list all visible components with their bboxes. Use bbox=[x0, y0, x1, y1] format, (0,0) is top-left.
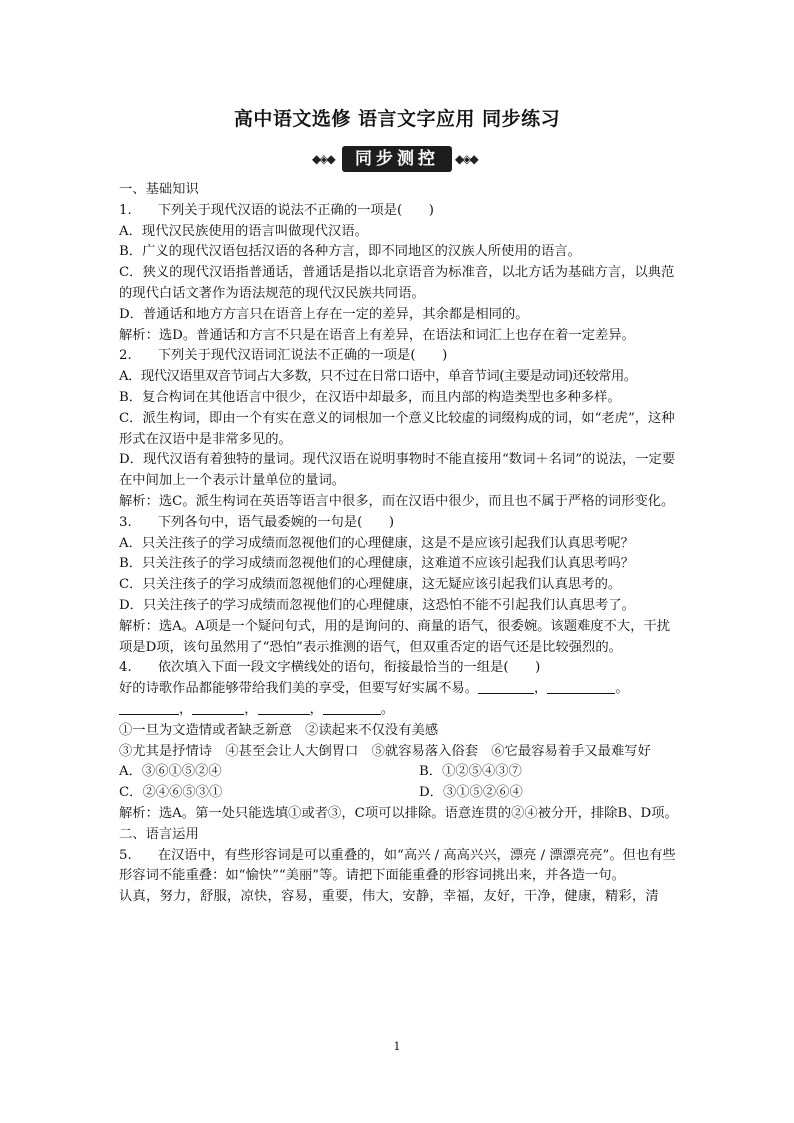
question-stem: 4. 依次填入下面一段文字横线处的语句，衔接最恰当的一组是( ) bbox=[119, 660, 541, 676]
section-banner bbox=[312, 146, 482, 172]
section-heading: 二、语言运用 bbox=[119, 826, 199, 842]
option-a: A．现代汉民族使用的语言叫做现代汉语。 bbox=[119, 223, 368, 239]
option-d: D．只关注孩子的学习成绩而忽视他们的心理健康，这恐怕不能不引起我们认真思考了。 bbox=[119, 597, 635, 613]
fill-blank bbox=[258, 700, 310, 715]
option-b: B．只关注孩子的学习成绩而忽视他们的心理健康，这难道不应该引起我们认真思考吗？ bbox=[119, 556, 635, 572]
analysis: 解析：选A。A项是一个疑问句式，用的是询问的、商量的语气，很委婉。该题难度不大，干扰项是D项，该句虽然用了“恐怕”表示推测的语气，但双重否定的语气还是比较强烈的。 bbox=[119, 618, 671, 655]
question-number: 5. bbox=[119, 847, 132, 863]
question-number: 1. bbox=[119, 202, 132, 218]
question-number: 2. bbox=[119, 348, 132, 364]
option-d: D．现代汉语有着独特的量词。现代汉语在说明事物时不能直接用“数词＋名词”的说法，一定要在中间加上一个表示计量单位的量词。 bbox=[119, 452, 676, 489]
option-a: A．现代汉语里双音节词占大多数，只不过在日常口语中，单音节词(主要是动词)还较常用。 bbox=[119, 369, 637, 385]
options-row bbox=[119, 783, 679, 804]
word-list: 认真，努力，舒服，凉快，容易，重要，伟大，安静，幸福，友好，干净，健康，精彩，清 bbox=[119, 889, 659, 905]
diamond-ornament-icon: ◆◈◆ bbox=[455, 152, 477, 166]
fill-blank bbox=[192, 700, 244, 715]
question-stem: 1. 下列关于现代汉语的说法不正确的一项是( ) bbox=[119, 202, 434, 218]
question-number: 3. bbox=[119, 514, 132, 530]
option-b: B．广义的现代汉语包括汉语的各种方言，即不同地区的汉族人所使用的语言。 bbox=[119, 244, 581, 260]
analysis: 解析：选A。第一处只能选填①或者③，C项可以排除。语意连贯的②④被分开，排除B、D项。 bbox=[119, 805, 678, 821]
option-c: C．②④⑥⑤③① bbox=[119, 785, 223, 801]
options-row bbox=[119, 762, 679, 783]
fill-blank bbox=[323, 700, 381, 715]
page-number: 1 bbox=[393, 1040, 401, 1053]
fill-blank bbox=[547, 679, 615, 694]
passage-line: 好的诗歌作品都能够带给我们美的享受，但要写好实属不易。 ， 。 bbox=[119, 681, 629, 697]
blank-line: ， ， ， 。 bbox=[119, 700, 679, 721]
items-list: ①一旦为文造情或者缺乏新意 ②读起来不仅没有美感 bbox=[119, 722, 439, 738]
diamond-ornament-icon: ◆◈◆ bbox=[312, 152, 334, 166]
items-list: ③尤其是抒情诗 ④甚至会让人大倒胃口 ⑤就容易落入俗套 ⑥它最容易着手又最难写好 bbox=[119, 743, 651, 759]
question-stem: 3. 下列各句中，语气最委婉的一句是( ) bbox=[119, 514, 395, 530]
option-a: A．③⑥①⑤②④ bbox=[119, 764, 222, 780]
fill-blank bbox=[478, 679, 534, 694]
analysis: 解析：选D。普通话和方言不只是在语音上有差异，在语法和词汇上也存在着一定差异。 bbox=[119, 327, 635, 343]
option-c: C．狭义的现代汉语指普通话，普通话是指以北京语音为标准音，以北方话为基础方言，以典范的现代白话文著作为语法规范的现代汉民族共同语。 bbox=[119, 265, 675, 301]
banner-label: 同步测控 bbox=[342, 146, 452, 172]
option-c: C．派生构词，即由一个有实在意义的词根加一个意义比较虚的词缀构成的词，如“老虎”，这种形式在汉语中是非常多见的。 bbox=[119, 410, 675, 447]
option-d: D．普通话和地方方言只在语音上存在一定的差异，其余都是相同的。 bbox=[119, 306, 529, 322]
document-title: 高中语文选修 语言文字应用 同步练习 bbox=[233, 108, 561, 130]
question-stem: 5. 在汉语中，有些形容词是可以重叠的，如“高兴 / 高高兴兴，漂亮 / 漂漂亮亮”。但也有些形容词不能重叠：如“愉快”“美丽”等。请把下面能重叠的形容词挑出来，并各造一句。 bbox=[119, 847, 676, 884]
question-stem: 2. 下列关于现代汉语词汇说法不正确的一项是( ) bbox=[119, 348, 448, 364]
option-b: B．复合构词在其他语言中很少，在汉语中却最多，而且内部的构造类型也多种多样。 bbox=[119, 389, 621, 405]
fill-blank bbox=[119, 700, 179, 715]
option-d: D．③①⑤②⑥④ bbox=[419, 785, 523, 801]
section-heading: 一、基础知识 bbox=[119, 182, 199, 197]
option-c: C．只关注孩子的学习成绩而忽视他们的心理健康，这无疑应该引起我们认真思考的。 bbox=[119, 577, 622, 593]
exercise-content bbox=[119, 180, 679, 908]
option-a: A．只关注孩子的学习成绩而忽视他们的心理健康，这是不是应该引起我们认真思考呢？ bbox=[119, 535, 634, 551]
analysis: 解析：选C。派生构词在英语等语言中很多，而在汉语中很少，而且也不属于严格的词形变化。 bbox=[119, 493, 675, 509]
question-number: 4. bbox=[119, 660, 132, 676]
option-b: B．①②⑤④③⑦ bbox=[419, 764, 522, 780]
